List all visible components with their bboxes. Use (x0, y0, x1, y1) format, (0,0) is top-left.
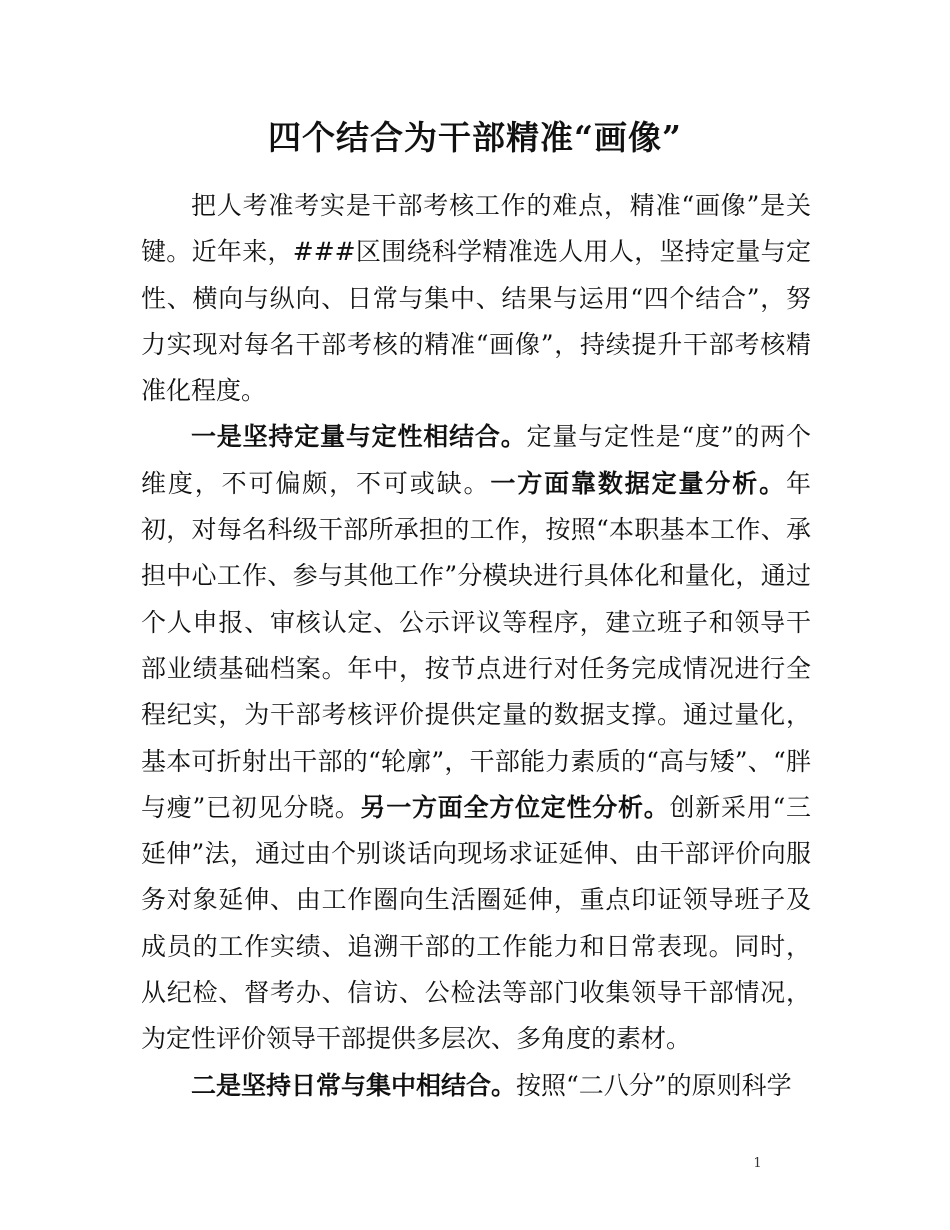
document-title: 四个结合为干部精准“画像” (268, 118, 682, 157)
page-number: 1 (753, 1156, 762, 1171)
document-body (141, 183, 811, 1109)
section-one-text: 定量与定性是“度”的两个维度，不可偏颇，不可或缺。 (141, 422, 811, 498)
qualitative-analysis-text: 创新采用“三延伸”法，通过由个别谈话向现场求证延伸、由干部评价向服务对象延伸、由工作圈向生活圈延伸，重点印证领导班子及成员的工作实绩、追溯干部的工作能力和日常表现。同时，从纪检、督考办、信访、公检法等部门收集领导干部情况，为定性评价领导干部提供多层次、多角度的素材。 (141, 792, 811, 1054)
section-two-text: 按照“二八分”的原则科学 (516, 1070, 792, 1100)
section-two-paragraph (141, 1063, 811, 1109)
intro-paragraph: 把人考准考实是干部考核工作的难点，精准“画像”是关键。近年来，###区围绕科学精准选人用人，坚持定量与定性、横向与纵向、日常与集中、结果与运用“四个结合”，努力实现对每名干部考核的精准“画像”，持续提升干部考核精准化程度。 (141, 191, 811, 406)
quantitative-analysis-text: 年初，对每名科级干部所承担的工作，按照“本职基本工作、承担中心工作、参与其他工作”分模块进行具体化和量化，通过个人申报、审核认定、公示评议等程序，建立班子和领导干部业绩基础档案。年中，按节点进行对任务完成情况进行全程纪实，为干部考核评价提供定量的数据支撑。通过量化，基本可折射出干部的“轮廓”，干部能力素质的“高与矮”、“胖与瘦”已初见分晓。 (141, 468, 811, 822)
qualitative-analysis-heading: 另一方面全方位定性分析。 (360, 792, 670, 822)
section-one-heading: 一是坚持定量与定性相结合。 (191, 422, 527, 452)
section-one-paragraph (141, 414, 811, 1062)
section-two-heading: 二是坚持日常与集中相结合。 (191, 1070, 517, 1100)
quantitative-analysis-heading: 一方面靠数据定量分析。 (490, 468, 786, 498)
